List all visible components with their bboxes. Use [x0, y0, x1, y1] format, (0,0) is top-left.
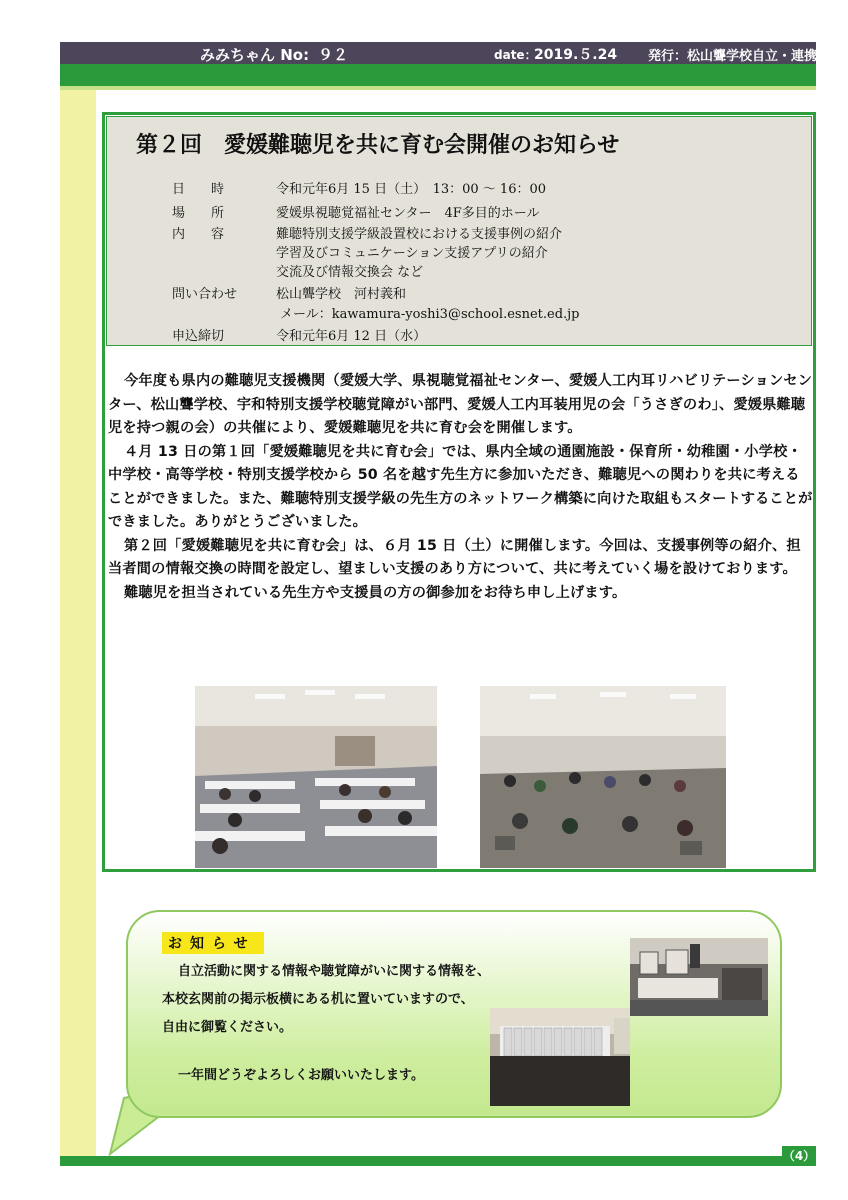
info-value-content-1: 難聴特別支援学級設置校における支援事例の紹介	[276, 227, 563, 242]
info-value-place: 愛媛県視聴覚福祉センター 4F多目的ホール	[276, 206, 540, 221]
photo-meeting-hall	[195, 686, 437, 868]
info-label-date: 日 時	[172, 182, 225, 197]
date-label: date：	[494, 48, 537, 62]
paragraph-1: 今年度も県内の難聴児支援機関（愛媛大学、県視聴覚福祉センター、愛媛人工内耳リハビリテーションセンター、松山聾学校、宇和特別支援学校聴覚障がい部門、愛媛人工内耳装用児の会「うさぎのわ」、愛媛県難聴児を持つ親の会）の共催により、愛媛難聴児を共に育む会を開催します。	[108, 373, 813, 436]
info-label-contact: 問い合わせ	[172, 287, 238, 302]
issue-number: ９２	[318, 46, 349, 64]
bubble-line-1: 自立活動に関する情報や聴覚障がいに関する情報を、	[178, 964, 491, 979]
paragraph-2: ４月 13 日の第１回「愛媛難聴児を共に育む会」では、県内全域の通園施設・保育所・幼稚園・小学校・中学校・高等学校・特別支援学校から 50 名を越す先生方に参加いただき、難聴児への関わりを共に考えることができました。また、難聴特別支援学級の先生方のネットワーク構築に向けた取組もスタートすることができました。ありがとうございました。	[108, 443, 813, 530]
info-value-email[interactable]: メール：kawamura-yoshi3@school.esnet.ed.jp	[280, 307, 580, 322]
page-number: （4）	[782, 1146, 816, 1166]
header-green-band	[60, 64, 816, 86]
info-label-place: 場 所	[172, 206, 225, 221]
footer-bar	[60, 1156, 816, 1166]
header-divider	[60, 86, 816, 90]
info-value-date: 令和元年6月 15 日（土） 13：00 ～ 16：00	[276, 182, 547, 197]
photo-entrance-board	[630, 938, 768, 1016]
info-value-contact: 松山聾学校 河村義和	[276, 287, 407, 302]
left-decor-bar	[60, 42, 96, 1160]
paragraph-3: 第２回「愛媛難聴児を共に育む会」は、６月 15 日（土）に開催します。今回は、支援事例等の紹介、担当者間の情報交換の時間を設定し、望ましい支援のあり方について、共に考えていく場を設けております。	[108, 537, 801, 577]
info-value-content-2: 学習及びコミュニケーション支援アプリの紹介	[276, 246, 548, 261]
publisher: 発行：松山聾学校自立・連携課	[648, 49, 831, 64]
bubble-line-3: 自由に御覧ください。	[162, 1020, 293, 1035]
newsletter-title: みみちゃん No:	[200, 46, 310, 64]
info-value-content-3: 交流及び情報交換会 など	[276, 265, 424, 280]
info-value-deadline: 令和元年6月 12 日（水）	[276, 329, 427, 344]
bubble-heading: お知らせ	[162, 932, 264, 954]
bubble-line-4: 一年間どうぞよろしくお願いいたします。	[178, 1068, 424, 1083]
photo-group-activity	[480, 686, 726, 868]
photo-brochure-rack	[490, 1008, 630, 1106]
info-label-deadline: 申込締切	[172, 329, 225, 344]
paragraph-4: 難聴児を担当されている先生方や支援員の方の御参加をお待ち申し上げます。	[124, 584, 627, 601]
notice-title: 第２回 愛媛難聴児を共に育む会開催のお知らせ	[136, 133, 620, 158]
info-label-content: 内 容	[172, 227, 225, 242]
issue-date: 2019.５.24	[534, 47, 618, 63]
bubble-line-2: 本校玄関前の掲示板横にある机に置いていますので、	[162, 992, 474, 1007]
notice-body	[108, 370, 814, 605]
